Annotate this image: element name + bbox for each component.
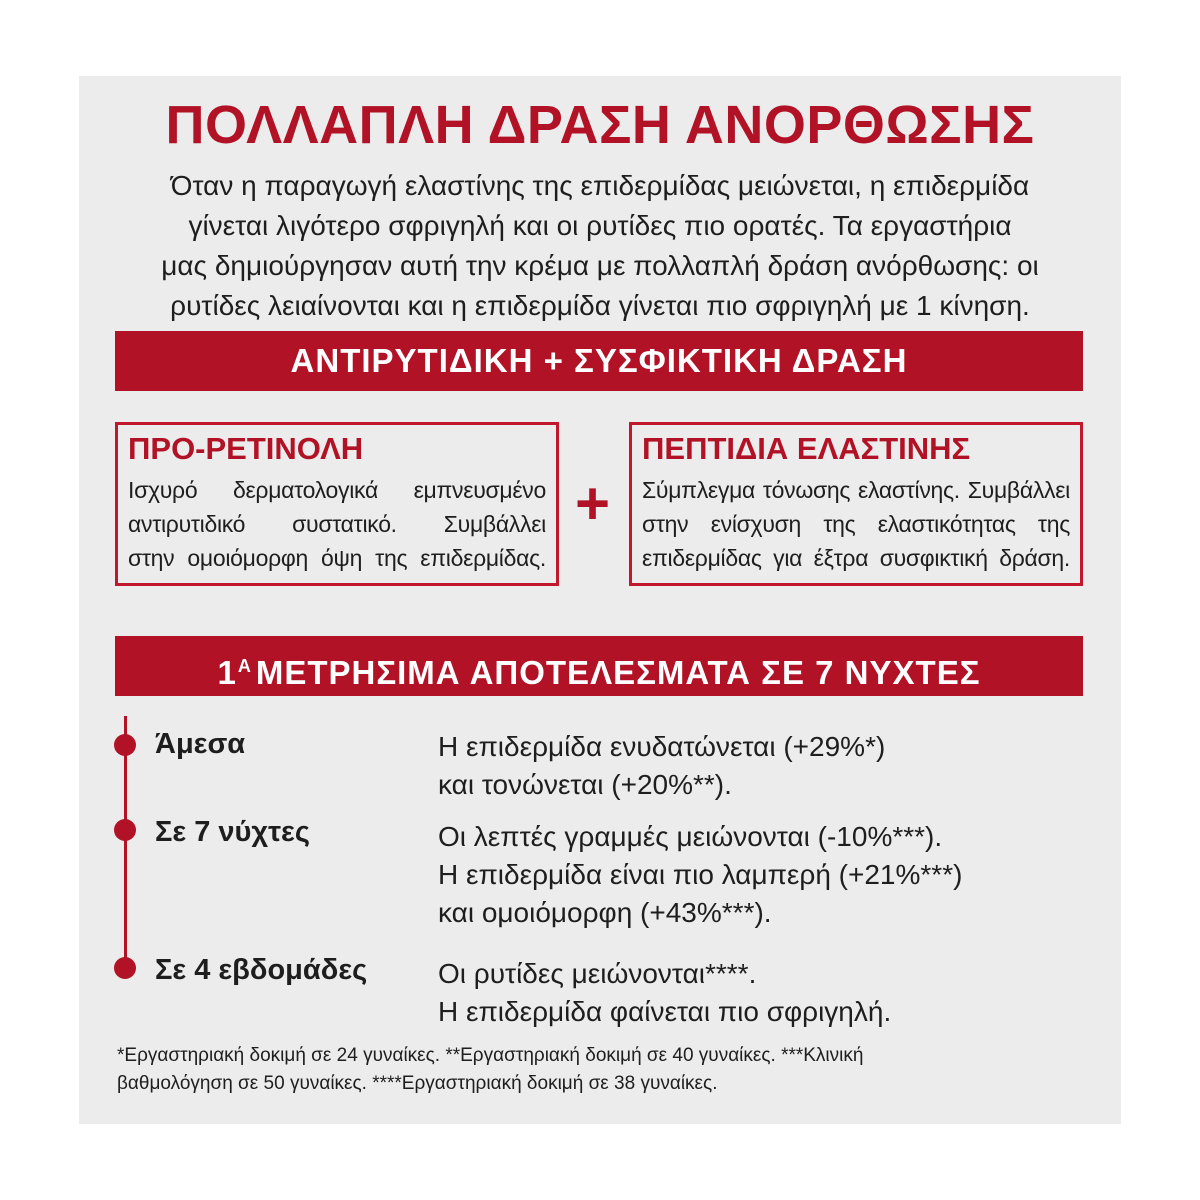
info-panel	[79, 76, 1121, 1124]
footnote	[117, 1042, 1083, 1098]
ingredient-line: Σύμπλεγμα τόνωσης ελαστίνης. Συμβάλλει	[642, 477, 1070, 503]
result-text-4-weeks	[438, 955, 891, 1031]
result-text-7-nights	[438, 818, 962, 932]
plus-icon: +	[575, 470, 611, 537]
ingredient-line: στην ομοιόμορφη όψη της επιδερμίδας.	[128, 545, 546, 571]
result-line: Οι λεπτές γραμμές μειώνονται (-10%***).	[438, 821, 943, 852]
ingredient-box-elastin-peptides	[629, 422, 1083, 586]
result-line: και τονώνεται (+20%**).	[438, 769, 732, 800]
ingredient-line: Ισχυρό δερματολογικά εμπνευσμένο	[128, 477, 546, 503]
ingredient-line: επιδερμίδας για έξτρα συσφικτική δράση.	[642, 545, 1070, 571]
ingredient-description	[128, 473, 546, 575]
timeline-dot-icon	[114, 734, 136, 756]
results-banner	[115, 636, 1083, 696]
result-label-4-weeks: Σε 4 εβδομάδες	[155, 954, 368, 986]
result-line: Οι ρυτίδες μειώνονται****.	[438, 958, 757, 989]
results-banner-text: ΜΕΤΡΗΣΙΜΑ ΑΠΟΤΕΛΕΣΜΑΤΑ ΣΕ 7 ΝΥΧΤΕΣ	[255, 654, 981, 691]
timeline-dot-icon	[114, 819, 136, 841]
result-line: και ομοιόμορφη (+43%***).	[438, 897, 772, 928]
result-line: Η επιδερμίδα ενυδατώνεται (+29%*)	[438, 731, 886, 762]
ingredient-line: αντιρυτιδικό συστατικό. Συμβάλλει	[128, 511, 546, 537]
ingredient-title: ΠΡΟ-ΡΕΤΙΝΟΛΗ	[128, 431, 364, 466]
page-title: ΠΟΛΛΑΠΛΗ ΔΡΑΣΗ ΑΝΟΡΘΩΣΗΣ	[165, 95, 1035, 155]
intro-line: ρυτίδες λειαίνονται και η επιδερμίδα γίνεται πιο σφριγηλή με 1 κίνηση.	[170, 290, 1030, 321]
footnote-line: βαθμολόγηση σε 50 γυναίκες. ****Εργαστηριακή δοκιμή σε 38 γυναίκες.	[117, 1073, 718, 1094]
footnote-line: *Εργαστηριακή δοκιμή σε 24 γυναίκες. **Εργαστηριακή δοκιμή σε 40 γυναίκες. ***Κλινική	[117, 1045, 864, 1066]
result-line: Η επιδερμίδα φαίνεται πιο σφριγηλή.	[438, 996, 892, 1027]
ingredient-line: στην ενίσχυση της ελαστικότητας της	[642, 511, 1070, 537]
result-text-immediate	[438, 728, 885, 804]
intro-line: μας δημιούργησαν αυτή την κρέμα με πολλαπλή δράση ανόρθωσης: οι	[161, 250, 1039, 281]
results-banner-number: 1	[217, 654, 237, 691]
result-line: Η επιδερμίδα είναι πιο λαμπερή (+21%***)	[438, 859, 963, 890]
ingredient-title: ΠΕΠΤΙΔΙΑ ΕΛΑΣΤΙΝΗΣ	[642, 431, 971, 466]
result-label-immediate: Άμεσα	[155, 728, 246, 760]
intro-paragraph	[119, 166, 1081, 326]
ingredient-description	[642, 473, 1070, 575]
ingredient-box-proretinol	[115, 422, 559, 586]
intro-line: Όταν η παραγωγή ελαστίνης της επιδερμίδας μειώνεται, η επιδερμίδα	[170, 170, 1030, 201]
action-banner: ΑΝΤΙΡΥΤΙΔΙΚΗ + ΣΥΣΦΙΚΤΙΚΗ ΔΡΑΣΗ	[115, 331, 1083, 391]
result-label-7-nights: Σε 7 νύχτες	[155, 816, 310, 848]
timeline-dot-icon	[114, 957, 136, 979]
results-banner-superscript: Α	[237, 656, 252, 676]
intro-line: γίνεται λιγότερο σφριγηλή και οι ρυτίδες πιο ορατές. Τα εργαστήρια	[188, 210, 1012, 241]
